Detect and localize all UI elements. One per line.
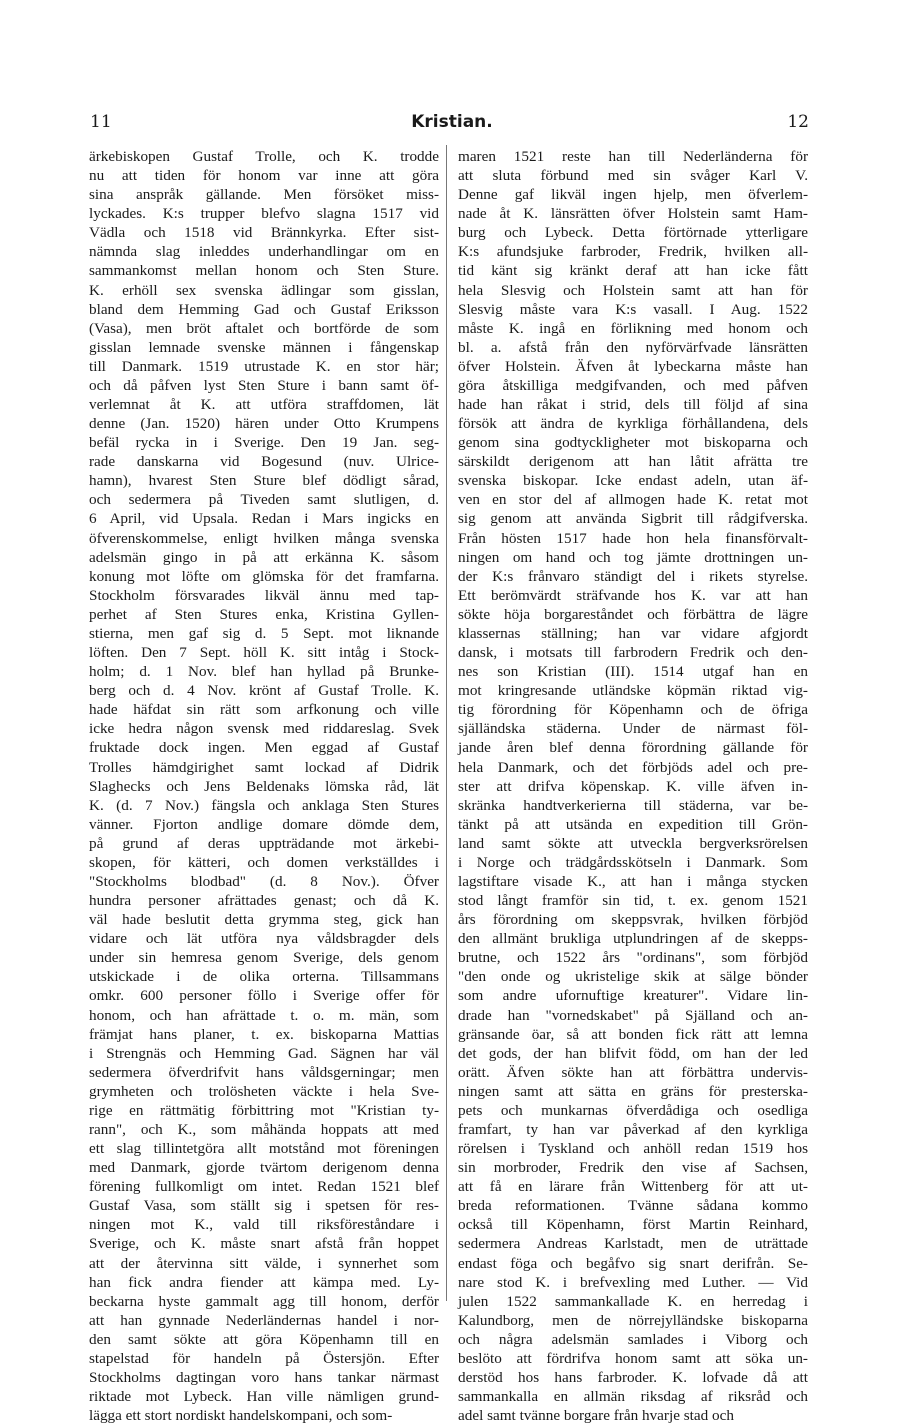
text-line: till Danmark. 1519 utrustade K. en stor här; xyxy=(89,357,439,375)
running-title: Kristian. xyxy=(411,112,493,132)
text-line: hela Slesvig och Holstein samt att han för xyxy=(458,281,808,299)
text-line: dansk, i motsats till farbrodern Fredrik och den- xyxy=(458,644,808,662)
text-line: nu att tiden för honom var inne att göra xyxy=(89,167,439,185)
text-line: svenska biskopar. Icke endast adeln, utan äf- xyxy=(458,472,808,490)
text-line: förening fullkomligt om intet. Redan 1521 blef xyxy=(89,1178,439,1196)
page-number-left: 11 xyxy=(90,112,112,132)
text-line: sammankomst mellan honom och Sten Sture. xyxy=(89,262,439,280)
text-line: Sverige, och K. måste snart afstå från hoppet xyxy=(89,1235,439,1253)
text-line: måste K. ingå en förlikning med honom och xyxy=(458,319,808,337)
text-line: tänkt på att utsända en expedition till Grön- xyxy=(458,815,808,833)
text-line: han fick andra fiender att kämpa med. Ly- xyxy=(89,1273,439,1291)
text-line: ningen samt att sätta en gräns för presterska- xyxy=(458,1082,808,1100)
text-line: och sedermera på Tiveden samt slutligen, d. xyxy=(89,491,439,509)
text-line: der K:s frånvaro ständigt del i rikets styrelse. xyxy=(458,567,808,585)
text-line: särskildt derigenom att han låtit afrätta tre xyxy=(458,453,808,471)
text-line: ett slag tillintetgöra allt motstånd mot föreningen xyxy=(89,1140,439,1158)
text-line: endast föga och begåfvo sig snart derifrån. Se- xyxy=(458,1254,808,1272)
text-line: drade han "vornedskabet" på Själland och an- xyxy=(458,1006,808,1024)
text-line: beslöto att fördrifva honom samt att söka un- xyxy=(458,1349,808,1367)
text-line: "den onde og ukristelige skik at sälge bönder xyxy=(458,968,808,986)
text-line: stierna, men gaf sig d. 5 Sept. mot liknande xyxy=(89,624,439,642)
right-text-column xyxy=(458,147,808,1425)
text-line: under sin hemresa genom Sverige, dels genom xyxy=(89,949,439,967)
text-line: löften. Den 7 Sept. höll K. sitt intåg i Stock- xyxy=(89,644,439,662)
text-line: bland dem Hemming Gad och Gustaf Eriksson xyxy=(89,300,439,318)
text-line: jande åren blef denna förordning gällande för xyxy=(458,739,808,757)
text-line: framfart, ty han var påverkad af den kyrkliga xyxy=(458,1120,808,1138)
text-line: riktade mot Lybeck. Han ville nämligen grund- xyxy=(89,1388,439,1406)
text-line: i Norge och trädgårdsskötseln i Danmark. Som xyxy=(458,853,808,871)
text-line: rige en rättmätig förbittring mot "Kristian ty- xyxy=(89,1101,439,1119)
text-line: som andre ufornuftige kreaturer". Vidare lin- xyxy=(458,987,808,1005)
text-line: rörelsen i Tyskland och anhöll redan 1519 hos xyxy=(458,1140,808,1158)
text-line: Slesvig måste vara K:s vasall. I Aug. 1522 xyxy=(458,300,808,318)
text-line: lägga ett stort nordiskt handelskompani, och som- xyxy=(89,1407,393,1425)
text-line: "Stockholms blodbad" (d. 8 Nov.). Öfver xyxy=(89,872,439,890)
text-line: verlemnat åt K. att utföra straffdomen, lät xyxy=(89,396,439,414)
text-line: att der återvinna sitt välde, i synnerhet som xyxy=(89,1254,439,1272)
text-line: nes son Kristian (III). 1514 utgaf han en xyxy=(458,663,808,681)
text-line: det gods, der han blifvit född, om han der led xyxy=(458,1044,808,1062)
text-line: brutne, och 1522 års "ordinans", som förbjöd xyxy=(458,949,808,967)
text-line: Stockholms dagtingan voro hans tankar närmast xyxy=(89,1369,439,1386)
text-line: perhet af Sten Stures enka, Kristina Gyllen- xyxy=(89,605,439,623)
text-line: breda reformationen. Tvänne sådana kommo xyxy=(458,1197,808,1215)
text-line: på grund af deras uppträdande mot ärkebi- xyxy=(89,834,439,852)
text-line: pets och munkarnas öfverdådiga och osedliga xyxy=(458,1101,808,1119)
text-line: julen 1522 sammankallade K. en herredag i xyxy=(458,1292,808,1310)
column-divider xyxy=(446,145,447,1301)
text-line: sina anspråk gällande. Men försöket miss- xyxy=(89,186,439,204)
text-line: berg och d. 4 Nov. krönt af Gustaf Trolle. K. xyxy=(89,682,439,700)
text-line: ningen mot K., vald till riksföreståndare i xyxy=(89,1216,439,1234)
text-line: sammankalla en allmän riksdag af riksråd och xyxy=(458,1388,808,1406)
text-line: klassernas ställning; han var vidare afgjordt xyxy=(458,624,808,642)
text-line: mot kringresande utländske köpmän riktad vig- xyxy=(458,682,808,700)
text-line: väl hade beslutit detta grymma steg, gick han xyxy=(89,911,439,929)
text-line: och några adelsmän samlades i Viborg och xyxy=(458,1330,808,1348)
text-line: fruktade dock ingen. Men eggad af Gustaf xyxy=(89,739,439,757)
text-line: Från hösten 1517 hade hon hela finansförvalt- xyxy=(458,529,808,547)
text-line: den allmänt brukliga utplundringen af de skepps- xyxy=(458,930,808,948)
text-line: 6 April, vid Upsala. Redan i Mars ingicks en xyxy=(89,510,439,528)
text-line: gränsande öar, så att bonden fick rätt att lemna xyxy=(458,1025,808,1043)
text-line: hade häfdat sin rätt som arfkonung och ville xyxy=(89,701,439,719)
text-line: orätt. Äfven sökte han att förbättra undervis- xyxy=(458,1063,808,1081)
text-line: sin morbroder, Fredrik den vise af Sachsen, xyxy=(458,1159,808,1177)
text-line: stapelstad för handeln på Östersjön. Efter xyxy=(89,1349,439,1367)
text-line: Slaghecks och Jens Beldenaks lömska råd, lät xyxy=(89,777,439,795)
text-line: utskickade i de olika orterna. Tillsammans xyxy=(89,968,439,986)
text-line: konung mot löfte om glömska för det framfarna. xyxy=(89,567,439,585)
text-line: adel samt tvänne borgare från hvarje stad och xyxy=(458,1407,734,1425)
text-line: omkr. 600 personer föllo i Sverige offer för xyxy=(89,987,439,1005)
text-line: Stockholm försvarades likväl ännu med tap- xyxy=(89,586,439,604)
text-line: holm; d. 1 Nov. blef han hyllad på Brunke- xyxy=(89,663,439,681)
text-line: hade han råkat i strid, dels till följd af sina xyxy=(458,396,808,414)
text-line: försök att ändra de kyrkliga förhållandena, dels xyxy=(458,415,808,433)
text-line: burg och Lybeck. Detta förtörnade ytterligare xyxy=(458,224,808,242)
text-line: icke hedra någon svensk med riddareslag. Svek xyxy=(89,720,439,738)
text-line: maren 1521 reste han till Nederländerna för xyxy=(458,148,808,165)
text-line: skopen, för kätteri, och domen verkställdes i xyxy=(89,853,439,871)
text-line: nade åt K. länsrätten öfver Holstein samt Ham- xyxy=(458,205,808,223)
text-line: att sluta förbund med sin svåger Karl V. xyxy=(458,167,808,185)
text-line: (Vasa), men bröt aftalet och bortförde de som xyxy=(89,319,439,337)
text-line: hundra personer afrättades genast; och då K. xyxy=(89,892,439,910)
text-line: grymheten och trolösheten väckte i hela Sve- xyxy=(89,1082,439,1100)
text-line: den samt sökte att göra Köpenhamn till en xyxy=(89,1330,439,1348)
text-line: vänner. Fjorton andlige domare dömde dem, xyxy=(89,815,439,833)
text-line: sedermera öfverdrifvit hans våldsgerningar; men xyxy=(89,1063,439,1081)
text-line: gisslan lemnade svenske männen i fångenskap xyxy=(89,338,439,356)
left-text-column xyxy=(89,147,439,1425)
text-line: ningen om hand och tog jämte drottningen un- xyxy=(458,548,808,566)
text-line: sedermera Andreas Karlstadt, men de uträttade xyxy=(458,1235,808,1253)
text-line: ven en stor del af allmogen hade K. retat mot xyxy=(458,491,808,509)
text-line: skränka handtverkerierna till städerna, var be- xyxy=(458,796,808,814)
text-line: derstöd hos hans farbroder. K. lofvade då att xyxy=(458,1369,808,1386)
text-line: beckarna hyste gammalt agg till honom, derför xyxy=(89,1292,439,1310)
text-line: K. erhöll sex svenska ädlingar som gisslan, xyxy=(89,281,439,299)
text-line: land samt sökte att utveckla bergverksrörelsen xyxy=(458,834,808,852)
text-line: hamn), hvarest Sten Sture blef dödligt sårad, xyxy=(89,472,439,490)
text-line: också till Köpenhamn, först Martin Reinhard, xyxy=(458,1216,808,1234)
text-line: öfver Holstein. Äfven åt lybeckarna måste han xyxy=(458,357,808,375)
text-line: själländska städerna. Under de närmast föl- xyxy=(458,720,808,738)
text-line: honom, och han afrättade t. o. m. män, som xyxy=(89,1006,439,1024)
text-line: rade danskarna vid Bogesund (nuv. Ulrice- xyxy=(89,453,439,471)
text-line: öfverenskommelse, enligt hvilken många svenska xyxy=(89,529,439,547)
text-line: att få en lärare från Wittenberg för att ut- xyxy=(458,1178,808,1196)
text-line: K:s afundsjuke farbroder, Fredrik, hvilken all- xyxy=(458,243,808,261)
text-line: Ett berömvärdt sträfvande hos K. var att han xyxy=(458,586,808,604)
text-line: att han gynnade Nederländernas handel i nor- xyxy=(89,1311,439,1329)
text-line: års förordning om skeppsvrak, hvilken förbjöd xyxy=(458,911,808,929)
text-line: i Strengnäs och Hemming Gad. Sägnen har väl xyxy=(89,1044,439,1062)
text-line: nare stod K. i brefvexling med Luther. — Vid xyxy=(458,1273,808,1291)
text-line: Denne gaf likväl ingen hjelp, men öfverlem- xyxy=(458,186,808,204)
text-line: Gustaf Vasa, som ställt sig i spetsen för res- xyxy=(89,1197,439,1215)
text-line: tid känt sig kränkt deraf att han icke fått xyxy=(458,262,808,280)
text-line: adelsmän gingo in på att erkänna K. såsom xyxy=(89,548,439,566)
text-line: tig förordning för Köpenhamn och de öfriga xyxy=(458,701,808,719)
text-line: nämnda slag inleddes underhandlingar om en xyxy=(89,243,439,261)
text-line: befäl rycka in i Sverige. Den 19 Jan. seg- xyxy=(89,434,439,452)
page-number-right: 12 xyxy=(787,112,809,132)
text-line: hela Danmark, och det förbjöds adel och pre- xyxy=(458,758,808,776)
text-line: lagstiftare visade K., att han i många stycken xyxy=(458,872,808,890)
text-line: göra åtskilliga medgifvanden, och med påfven xyxy=(458,376,808,394)
text-line: Kalundborg, men de nörrejylländske biskoparna xyxy=(458,1311,808,1329)
text-line: stod långt framför sin tid, t. ex. genom 1521 xyxy=(458,892,808,910)
text-line: Trolles hämdgirighet samt lockad af Didrik xyxy=(89,758,439,776)
text-line: K. (d. 7 Nov.) fängsla och anklaga Sten Stures xyxy=(89,796,439,814)
text-line: sig genom att använda Sigbrit till rådgifverska. xyxy=(458,510,808,528)
text-line: och då påfven lyst Sten Sture i bann samt öf- xyxy=(89,376,439,394)
text-line: genom sina godtyckligheter mot biskoparna och xyxy=(458,434,808,452)
text-line: denne (Jan. 1520) hären under Otto Krumpens xyxy=(89,415,439,433)
text-line: ärkebiskopen Gustaf Trolle, och K. trodde xyxy=(89,148,439,165)
text-line: lyckades. K:s trupper blefvo slagna 1517 vid xyxy=(89,205,439,223)
text-line: främjat hans planer, t. ex. biskoparna Mattias xyxy=(89,1025,439,1043)
text-line: sökte höja borgareståndet och förbättra de lägre xyxy=(458,605,808,623)
text-line: vidare och lät utföra nya våldsbragder dels xyxy=(89,930,439,948)
text-line: ster att drifva köpenskap. K. ville äfven in- xyxy=(458,777,808,795)
text-line: med Danmark, gjorde tvärtom derigenom denna xyxy=(89,1159,439,1177)
text-line: rann", och K., som måhända hoppats att med xyxy=(89,1120,439,1138)
text-line: bl. a. afstå från den nyförvärfvade länsrätten xyxy=(458,338,808,356)
text-line: Vädla och 1518 vid Brännkyrka. Efter sist- xyxy=(89,224,439,242)
